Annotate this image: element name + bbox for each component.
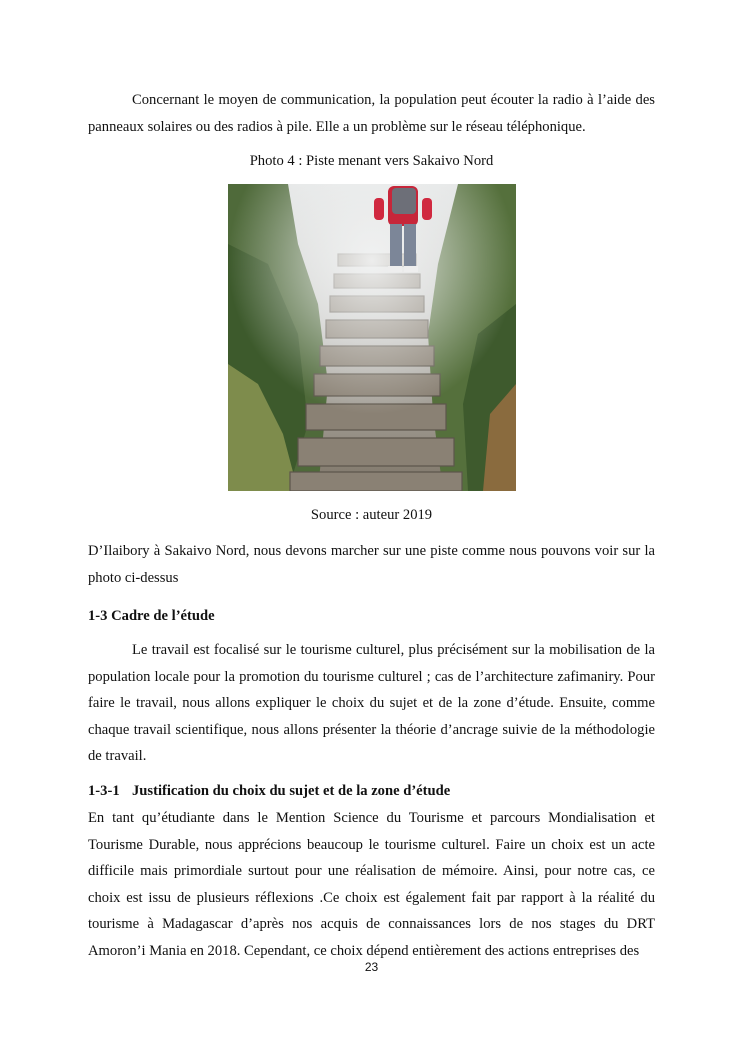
photo-stone-stairway bbox=[228, 184, 516, 491]
stairway-photo-illustration bbox=[228, 184, 516, 491]
subsection-heading bbox=[88, 781, 450, 801]
subsection-title: Justification du choix du sujet et de la zone d’étude bbox=[132, 783, 451, 799]
paragraph-communication: Concernant le moyen de communication, la population peut écouter la radio à l’aide des panneaux solaires ou des radios à pile. Elle a un problème sur le réseau téléphonique. bbox=[88, 92, 655, 135]
subsection-number: 1-3-1 bbox=[88, 783, 120, 799]
photo-source: Source : auteur 2019 bbox=[310, 507, 433, 523]
paragraph-justification: En tant qu’étudiante dans le Mention Science du Tourisme et parcours Mondialisation et Tourisme Durable, nous apprécions beaucoup le tourisme culturel. Faire un choix est un acte difficile mais primordiale surtout pour une réalisation de mémoire. Ainsi, pour notre cas, ce choix est issu de plusieurs réflexions .Ce choix est également fait par rapport à la réalité du tourisme à Madagascar d’après nos acquis de connaissances lors de nos stages du DRT Amoron’i Mania en 2018. Cependant, ce choix dépend entièrement des actions entreprises des bbox=[88, 810, 655, 959]
paragraph-framework: Le travail est focalisé sur le tourisme culturel, plus précisément sur la mobilisation de la population locale pour la promotion du tourisme culturel ; cas de l’architecture zafimaniry. Pour faire le travail, nous allons expliquer le choix du sujet et de la zone d’étude. Ensuite, comme chaque travail scientifique, nous allons présenter la théorie d’ancrage suivie de la méthodologie de travail. bbox=[88, 642, 655, 764]
paragraph-trail: D’Ilaibory à Sakaivo Nord, nous devons marcher sur une piste comme nous pouvons voir sur la photo ci-dessus bbox=[88, 543, 655, 586]
photo-caption: Photo 4 : Piste menant vers Sakaivo Nord bbox=[249, 153, 494, 169]
section-heading: 1-3 Cadre de l’étude bbox=[88, 608, 215, 624]
page-number: 23 bbox=[364, 960, 379, 974]
